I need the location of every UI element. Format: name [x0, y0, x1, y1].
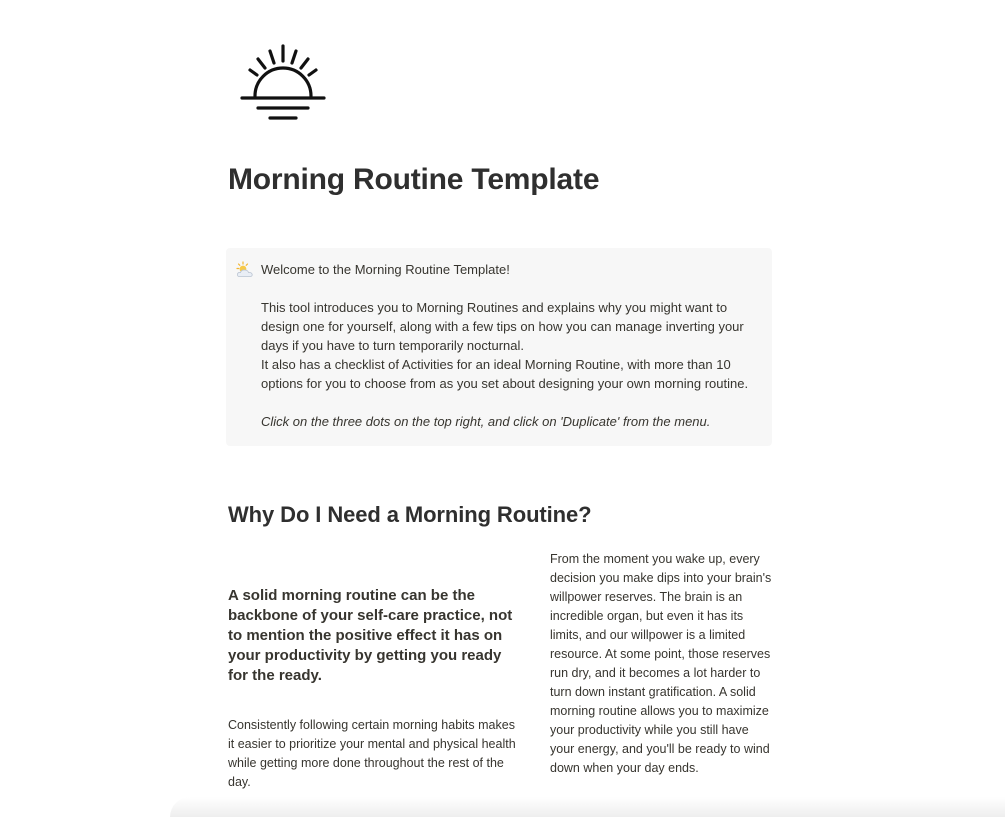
bottom-edge-shadow: [170, 797, 1005, 817]
callout-body: [261, 260, 761, 431]
duplicate-instruction: Click on the three dots on the top right, and click on 'Duplicate' from the menu.: [261, 414, 711, 429]
left-column: [228, 586, 518, 789]
page-title: Morning Routine Template: [228, 163, 600, 196]
callout-heading: Welcome to the Morning Routine Template!: [261, 262, 510, 277]
section-heading: Why Do I Need a Morning Routine?: [228, 502, 592, 527]
right-column-text: From the moment you wake up, every decision you make dips into your brain's willpower reserves. The brain is an incredible organ, but even it has its limits, and our willpower is a limited resource. At some point, those reserves run dry, and it becomes a lot harder to turn down instant gratification. A solid morning routine allows you to maximize your productivity while you still have your energy, and you'll be ready to wind down when your day ends.: [550, 552, 772, 775]
callout-paragraph: This tool introduces you to Morning Routines and explains why you might want to design one for yourself, along with a few tips on how you can manage inverting your days if you have to turn temporarily nocturnal.: [261, 300, 744, 353]
callout-paragraph: It also has a checklist of Activities for an ideal Morning Routine, with more than 10 options for you to choose from as you set about designing your own morning routine.: [261, 357, 749, 391]
welcome-callout: [226, 248, 772, 446]
sunrise-icon[interactable]: [239, 42, 327, 122]
lead-text: A solid morning routine can be the backbone of your self-care practice, not to mention the positive effect it has on your productivity by getting you ready for the ready.: [228, 587, 513, 684]
sun-behind-cloud-icon: [236, 261, 254, 279]
body-text: Consistently following certain morning habits makes it easier to prioritize your mental and physical health while getting more done throughout the rest of the day.: [228, 718, 516, 789]
